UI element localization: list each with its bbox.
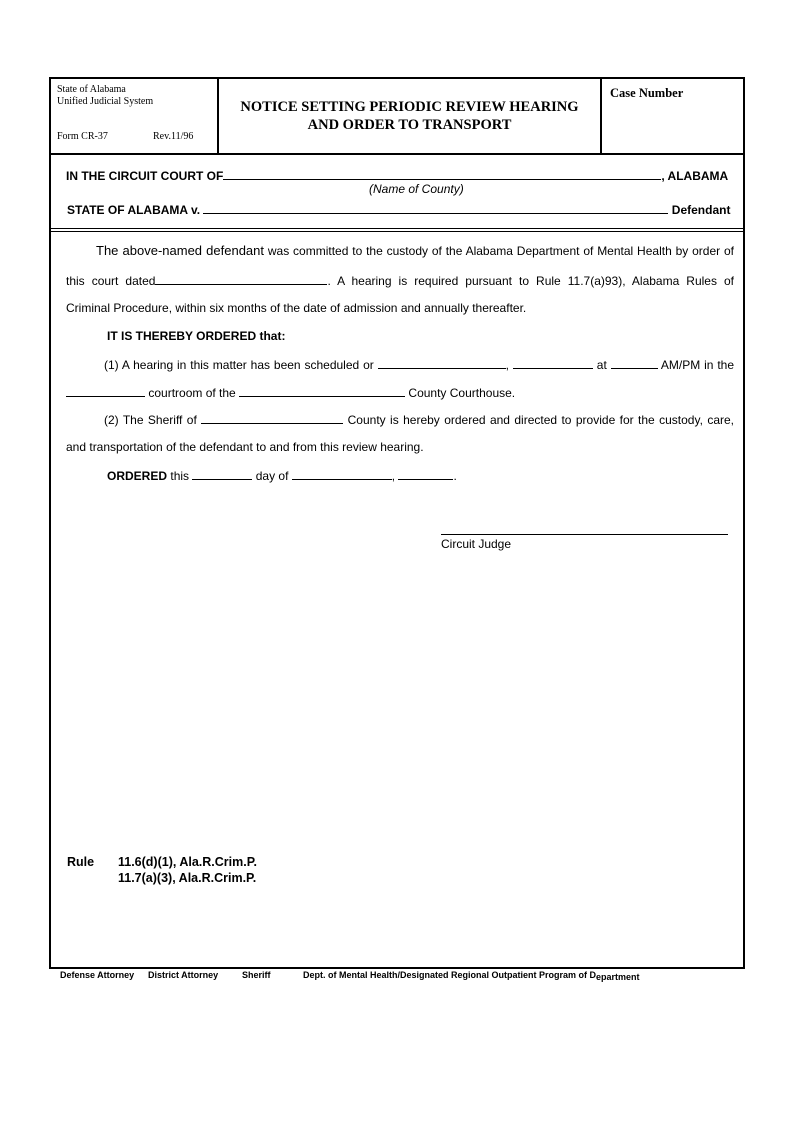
- defendant-name-field[interactable]: [203, 202, 668, 214]
- circuit-judge-label: Circuit Judge: [441, 537, 512, 551]
- p1-dated-label: this court dated: [66, 274, 156, 288]
- item-1-line-1: [66, 357, 734, 372]
- state-label: State of Alabama: [57, 84, 126, 95]
- p1-rest: was committed to the custody of the Alabama Department of Mental Health by order of: [264, 244, 734, 258]
- hearing-year-field[interactable]: [513, 357, 593, 369]
- county-name-field[interactable]: [223, 168, 661, 180]
- county-hint: (Name of County): [369, 182, 464, 196]
- hearing-time-field[interactable]: [611, 357, 658, 369]
- paragraph-1-line-2: [66, 273, 734, 288]
- item1-ampm: AM/PM in the: [660, 358, 735, 372]
- item1-at: at: [596, 358, 607, 372]
- item-1-line-2: [66, 385, 515, 400]
- court-divider-top: [51, 228, 743, 229]
- system-label: Unified Judicial System: [57, 96, 154, 107]
- form-number: Form CR-37: [57, 131, 108, 142]
- title-line-1: NOTICE SETTING PERIODIC REVIEW HEARING: [240, 99, 579, 115]
- footer-mental-health: [303, 970, 640, 980]
- paragraph-1-line-1: [66, 243, 734, 258]
- alabama-suffix: , ALABAMA: [661, 169, 729, 183]
- item-2-line-1: [66, 412, 734, 427]
- ordered-day-field[interactable]: [192, 468, 252, 480]
- item1-courtroom: courtroom of the: [148, 386, 236, 400]
- ordered-year-field[interactable]: [398, 468, 453, 480]
- court-divider-bottom: [51, 231, 743, 232]
- form-frame: [49, 77, 745, 969]
- footer-defense-attorney: Defense Attorney: [60, 970, 135, 980]
- item1-courthouse: County Courthouse.: [408, 386, 516, 400]
- circuit-court-label: IN THE CIRCUIT COURT OF: [66, 169, 224, 183]
- hearing-date-field[interactable]: [378, 357, 506, 369]
- ordered-month-field[interactable]: [292, 468, 392, 480]
- order-date-field[interactable]: [155, 273, 327, 285]
- state-v-line: [67, 202, 730, 217]
- ordered-this: this: [170, 469, 190, 483]
- state-v-label: STATE OF ALABAMA v.: [67, 203, 201, 217]
- item2-text: (2) The Sheriff of: [104, 413, 197, 427]
- header-agency-block: [51, 79, 219, 153]
- rule-2: 11.7(a)(3), Ala.R.Crim.P.: [118, 871, 257, 885]
- sheriff-county-field[interactable]: [201, 412, 343, 424]
- p1-hearing-text: . A hearing is required pursuant to Rule 11.7(a)93), Alabama Rules of: [327, 274, 734, 288]
- item2-rest: County is hereby ordered and directed to provide for the custody, care,: [347, 413, 734, 427]
- form-title: [219, 79, 602, 153]
- item-2-line-2: and transportation of the defendant to and from this review hearing.: [66, 440, 424, 454]
- courtroom-field[interactable]: [66, 385, 145, 397]
- ordered-line: [107, 468, 457, 483]
- footer-mental-health-tail: epartment: [596, 972, 640, 982]
- rule-label: Rule: [67, 855, 95, 869]
- judge-signature-line[interactable]: [441, 534, 728, 535]
- circuit-court-line: [66, 168, 728, 183]
- footer-district-attorney: District Attorney: [148, 970, 219, 980]
- footer-sheriff: Sheriff: [242, 970, 271, 980]
- form-revision: Rev.11/96: [153, 131, 194, 142]
- ordered-day-of: day of: [255, 469, 289, 483]
- rule-1: 11.6(d)(1), Ala.R.Crim.P.: [118, 855, 257, 869]
- rule-references: [67, 854, 257, 886]
- footer-mental-health-text: Dept. of Mental Health/Designated Regional Outpatient Program of D: [303, 970, 597, 980]
- ordered-period: .: [453, 469, 457, 483]
- header-divider: [51, 153, 743, 155]
- case-number-label: Case Number: [610, 86, 684, 100]
- courthouse-county-field[interactable]: [239, 385, 405, 397]
- ordered-comma: ,: [391, 469, 396, 483]
- paragraph-1-line-3: Criminal Procedure, within six months of the date of admission and annually thereafter.: [66, 301, 527, 315]
- p1-lead: The above-named defendant: [96, 243, 264, 258]
- title-line-2: AND ORDER TO TRANSPORT: [307, 117, 512, 133]
- ordered-heading: IT IS THEREBY ORDERED that:: [107, 329, 286, 343]
- defendant-label: Defendant: [671, 203, 731, 217]
- item1-text: (1) A hearing in this matter has been scheduled or: [104, 358, 374, 372]
- item1-comma: ,: [505, 358, 509, 372]
- case-number-box[interactable]: [602, 79, 743, 153]
- ordered-label: ORDERED: [107, 469, 168, 483]
